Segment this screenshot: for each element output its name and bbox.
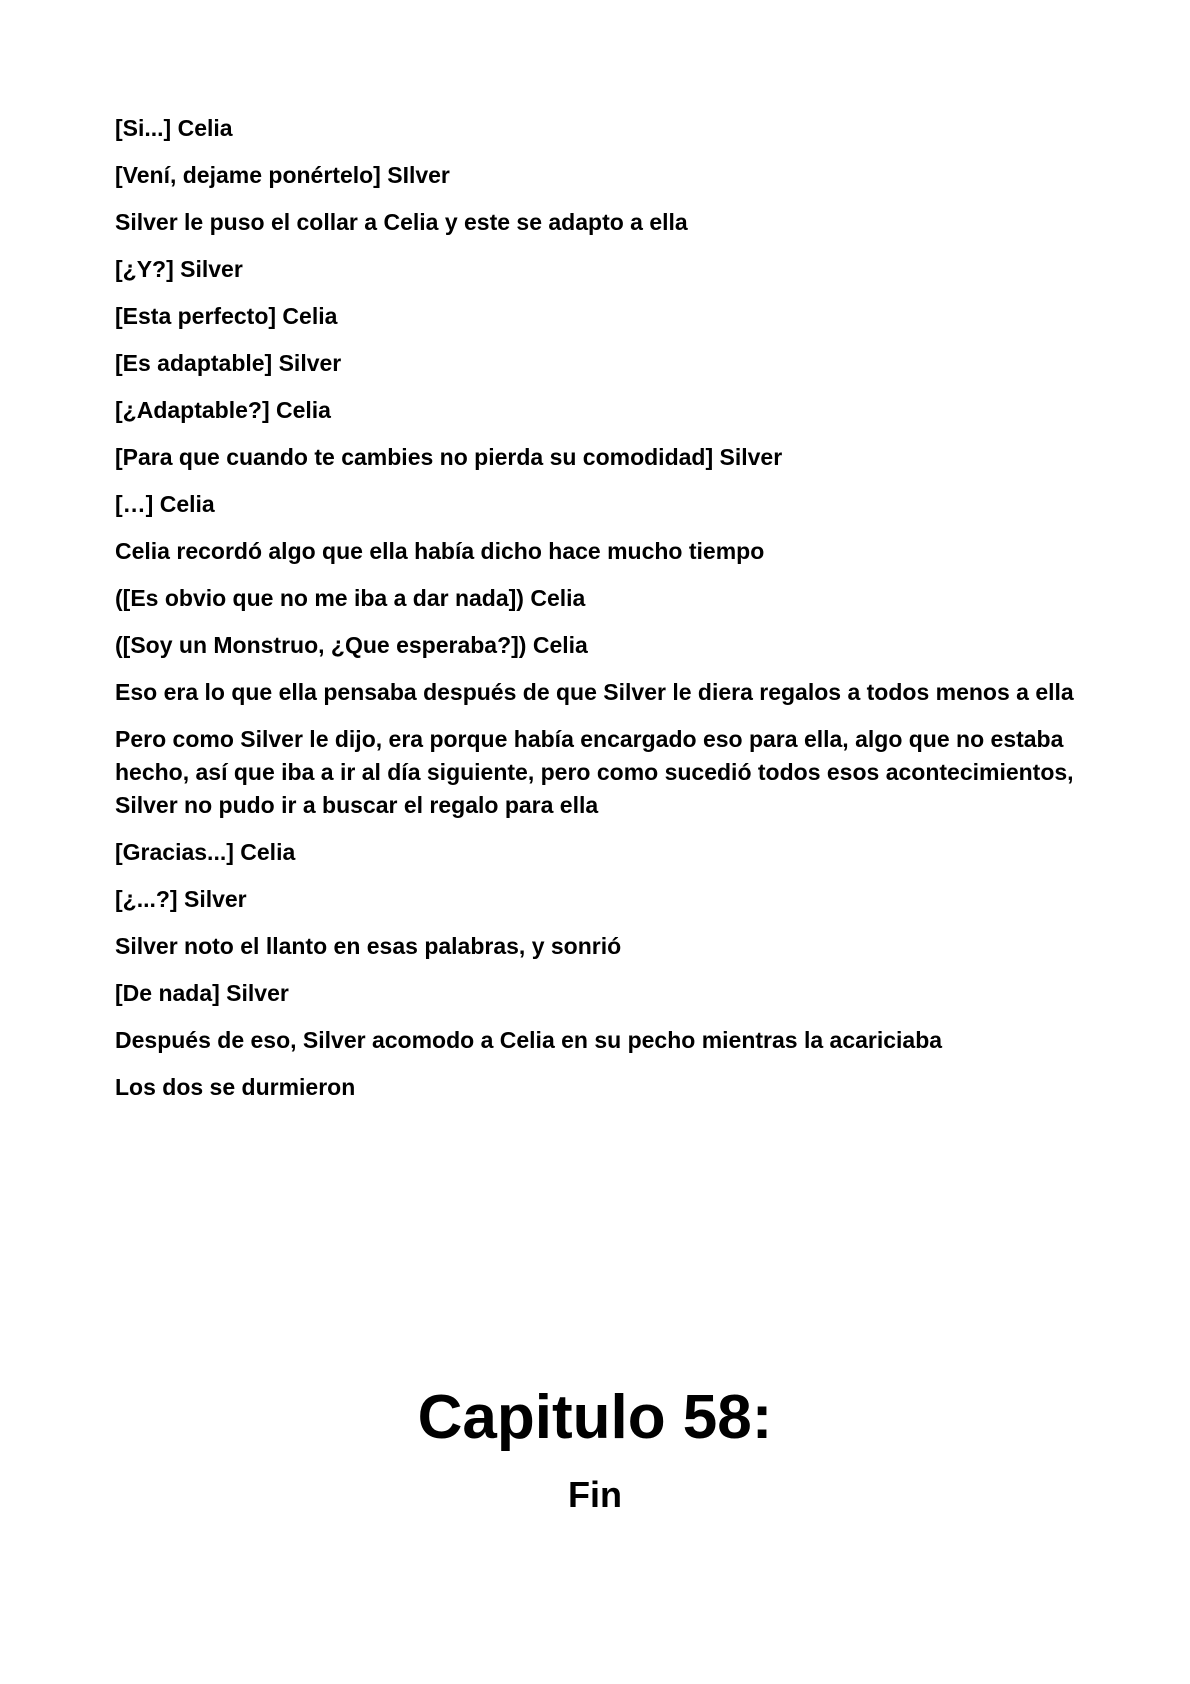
paragraph: Silver noto el llanto en esas palabras, y sonrió <box>115 933 622 959</box>
paragraph: [Esta perfecto] Celia <box>115 303 338 329</box>
paragraph: Eso era lo que ella pensaba después de que Silver le diera regalos a todos menos a ella <box>115 679 1074 705</box>
paragraph: Celia recordó algo que ella había dicho hace mucho tiempo <box>115 538 765 564</box>
paragraph: […] Celia <box>115 491 215 517</box>
paragraph: ([Soy un Monstruo, ¿Que esperaba?]) Celia <box>115 632 588 658</box>
paragraph: ([Es obvio que no me iba a dar nada]) Celia <box>115 585 586 611</box>
story-text <box>115 112 1090 1118</box>
chapter-title: Capitulo 58: <box>417 1383 773 1452</box>
paragraph: [Es adaptable] Silver <box>115 350 342 376</box>
paragraph: [De nada] Silver <box>115 980 289 1006</box>
paragraph: [Vení, dejame ponértelo] SIlver <box>115 162 450 188</box>
paragraph: Silver le puso el collar a Celia y este se adapto a ella <box>115 209 688 235</box>
paragraph: Los dos se durmieron <box>115 1074 356 1100</box>
paragraph: [Si...] Celia <box>115 115 233 141</box>
paragraph: [¿Adaptable?] Celia <box>115 397 331 423</box>
paragraph: [¿...?] Silver <box>115 886 247 912</box>
paragraph: [Gracias...] Celia <box>115 839 296 865</box>
paragraph: Pero como Silver le dijo, era porque había encargado eso para ella, algo que no estaba hecho, así que iba a ir al día siguiente, pero como sucedió todos esos acontecimientos, Silver no pudo ir a buscar el regalo para ella <box>115 726 1074 818</box>
chapter-subtitle: Fin <box>568 1474 622 1515</box>
paragraph: Después de eso, Silver acomodo a Celia en su pecho mientras la acariciaba <box>115 1027 943 1053</box>
paragraph: [Para que cuando te cambies no pierda su comodidad] Silver <box>115 444 783 470</box>
paragraph: [¿Y?] Silver <box>115 256 243 282</box>
